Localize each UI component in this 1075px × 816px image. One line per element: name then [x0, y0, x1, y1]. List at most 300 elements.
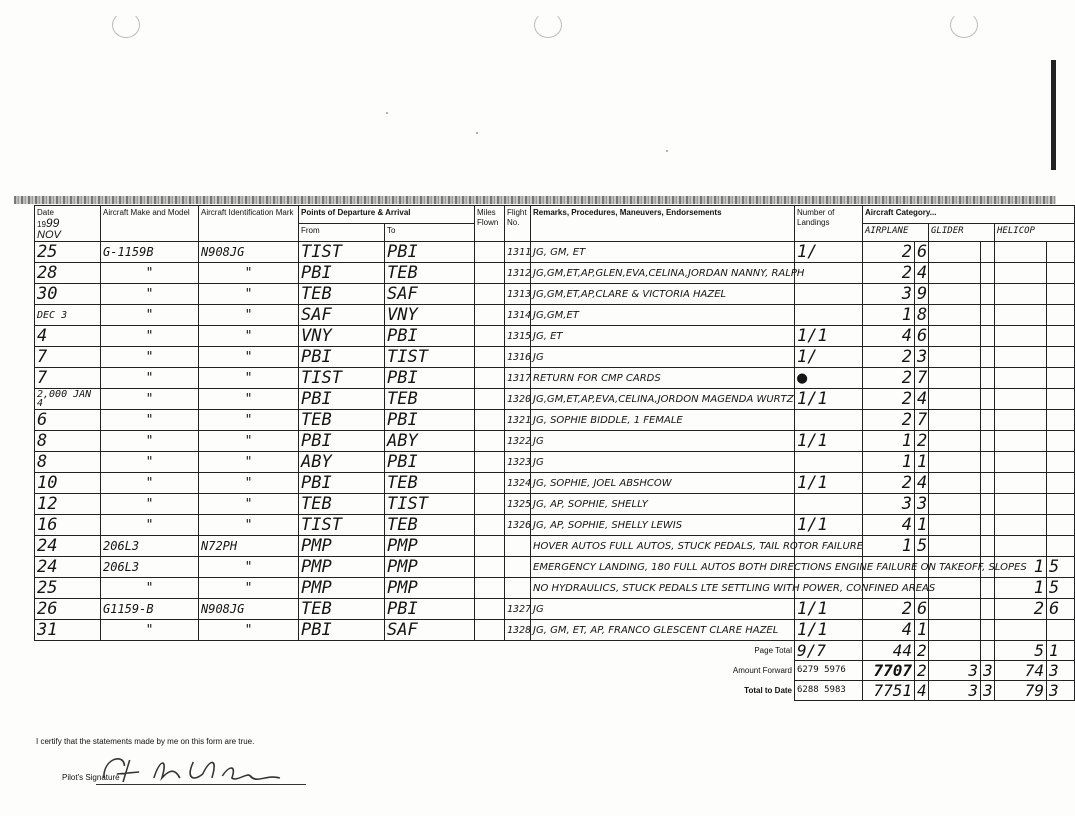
ident-cell: ": [199, 494, 299, 515]
from-cell: SAF: [299, 305, 385, 326]
glider-tenths-cell: [981, 326, 995, 347]
helicopter-hours-cell: [995, 452, 1047, 473]
from-cell: PMP: [299, 578, 385, 599]
log-row: [35, 326, 1075, 347]
ident-cell: ": [199, 347, 299, 368]
airplane-tenths-cell: 4: [915, 473, 929, 494]
from-cell: TIST: [299, 368, 385, 389]
miles-cell: [475, 389, 505, 410]
landings-header: Number of Landings: [795, 206, 863, 242]
from-cell: PBI: [299, 620, 385, 641]
miles-cell: [475, 431, 505, 452]
date-cell: 31: [35, 620, 101, 641]
from-cell: VNY: [299, 326, 385, 347]
from-cell: TEB: [299, 494, 385, 515]
glider-tenths-cell: [981, 284, 995, 305]
remarks-cell: JG, GM, ET, AP, FRANCO GLESCENT CLARE HAZEL: [531, 620, 795, 641]
landings-cell: 1/1: [795, 431, 863, 452]
from-cell: TIST: [299, 515, 385, 536]
airplane-hours-cell: 4: [863, 326, 915, 347]
log-row: [35, 389, 1075, 410]
date-cell: 4: [35, 326, 101, 347]
ident-cell: N908JG: [199, 242, 299, 263]
forward-hours: 7707: [863, 661, 915, 681]
to-date-heli-tenths: 3: [1047, 681, 1075, 701]
date-cell: 28: [35, 263, 101, 284]
total-to-date-label: Total to Date: [744, 686, 793, 695]
log-row: [35, 473, 1075, 494]
category-header: Aircraft Category...: [863, 206, 1075, 224]
miles-cell: [475, 368, 505, 389]
helicopter-hours-cell: [995, 368, 1047, 389]
helicopter-hours-cell: [995, 431, 1047, 452]
ident-cell: ": [199, 431, 299, 452]
remarks-cell: HOVER AUTOS FULL AUTOS, STUCK PEDALS, TAIL ROTOR FAILURE: [531, 536, 795, 557]
from-cell: PMP: [299, 536, 385, 557]
to-date-tenths: 4: [915, 681, 929, 701]
ident-cell: ": [199, 620, 299, 641]
glider-tenths-cell: [981, 452, 995, 473]
pilot-signature: [92, 748, 301, 788]
to-date-glider: 3: [929, 681, 981, 701]
ident-cell: N908JG: [199, 599, 299, 620]
page-edge-mark: [1051, 60, 1056, 170]
to-cell: PBI: [385, 410, 475, 431]
helicopter-tenths-cell: [1047, 326, 1075, 347]
miles-cell: [475, 620, 505, 641]
miles-cell: [475, 284, 505, 305]
remarks-cell: JG, SOPHIE, JOEL ABSHCOW: [531, 473, 795, 494]
date-cell: 26: [35, 599, 101, 620]
model-cell: ": [101, 620, 199, 641]
from-cell: TEB: [299, 599, 385, 620]
remarks-cell: EMERGENCY LANDING, 180 FULL AUTOS BOTH DIRECTIONS ENGINE FAILURE ON TAKEOFF, SLOPES: [531, 557, 795, 578]
month-value: NOV: [37, 229, 61, 241]
landings-cell: [795, 284, 863, 305]
helicopter-tenths-cell: [1047, 431, 1075, 452]
forward-heli-tenths: 3: [1047, 661, 1075, 681]
remarks-cell: JG,GM,ET: [531, 305, 795, 326]
model-cell: ": [101, 410, 199, 431]
forward-landings: 6279 5976: [795, 661, 863, 681]
airplane-tenths-cell: 2: [915, 431, 929, 452]
airplane-hours-cell: 4: [863, 515, 915, 536]
miles-header: Miles Flown: [475, 206, 505, 242]
remarks-cell: JG, SOPHIE BIDDLE, 1 FEMALE: [531, 410, 795, 431]
from-cell: TEB: [299, 284, 385, 305]
flight-no-cell: 1322: [505, 431, 531, 452]
speck: [666, 150, 668, 152]
flight-no-cell: 1327: [505, 599, 531, 620]
landings-cell: [795, 452, 863, 473]
log-row: [35, 578, 1075, 599]
model-cell: ": [101, 431, 199, 452]
from-header: From: [299, 224, 385, 242]
model-cell: ": [101, 494, 199, 515]
model-cell: G-1159B: [101, 242, 199, 263]
points-header: Points of Departure & Arrival: [299, 206, 475, 224]
ident-cell: ": [199, 515, 299, 536]
airplane-hours-cell: 2: [863, 389, 915, 410]
helicopter-hours-cell: [995, 410, 1047, 431]
airplane-tenths-cell: 6: [915, 326, 929, 347]
punch-hole-right: [950, 12, 978, 38]
glider-hours-cell: [929, 389, 981, 410]
remarks-cell: JG, ET: [531, 326, 795, 347]
from-cell: PMP: [299, 557, 385, 578]
scanned-torn-strip: [14, 196, 1056, 204]
glider-hours-cell: [929, 263, 981, 284]
airplane-tenths-cell: 6: [915, 599, 929, 620]
glider-tenths-cell: [981, 242, 995, 263]
to-cell: TEB: [385, 389, 475, 410]
helicopter-hours-cell: [995, 515, 1047, 536]
helicopter-hours-cell: [995, 536, 1047, 557]
helicopter-hours-cell: [995, 263, 1047, 284]
ident-cell: ": [199, 305, 299, 326]
from-cell: ABY: [299, 452, 385, 473]
glider-tenths-cell: [981, 389, 995, 410]
airplane-tenths-cell: 6: [915, 242, 929, 263]
landings-cell: [795, 305, 863, 326]
glider-tenths-cell: [981, 515, 995, 536]
page-total-hours: 44: [863, 641, 915, 661]
miles-cell: [475, 347, 505, 368]
date-cell: 12: [35, 494, 101, 515]
ident-cell: ": [199, 263, 299, 284]
helicopter-hours-cell: [995, 326, 1047, 347]
to-cell: TEB: [385, 263, 475, 284]
glider-tenths-cell: [981, 599, 995, 620]
helicopter-tenths-cell: [1047, 515, 1075, 536]
header-row-1: [35, 206, 1075, 224]
amount-forward-row: [35, 661, 1075, 681]
glider-tenths-cell: [981, 620, 995, 641]
miles-cell: [475, 494, 505, 515]
date-cell: 6: [35, 410, 101, 431]
page-total-glider-tenths: [981, 641, 995, 661]
glider-tenths-cell: [981, 410, 995, 431]
log-row: [35, 452, 1075, 473]
remarks-cell: JG: [531, 452, 795, 473]
airplane-tenths-cell: 5: [915, 536, 929, 557]
log-body: [35, 242, 1075, 641]
to-cell: PMP: [385, 557, 475, 578]
helicopter-hours-cell: [995, 620, 1047, 641]
helicopter-tenths-cell: 5: [1047, 578, 1075, 599]
glider-hours-cell: [929, 431, 981, 452]
miles-cell: [475, 242, 505, 263]
remarks-cell: RETURN FOR CMP CARDS: [531, 368, 795, 389]
flight-no-cell: [505, 578, 531, 599]
airplane-tenths-cell: 4: [915, 389, 929, 410]
from-cell: PBI: [299, 389, 385, 410]
date-cell: 24: [35, 536, 101, 557]
remarks-cell: JG,GM,ET,AP,GLEN,EVA,CELINA,JORDAN NANNY, RALPH: [531, 263, 795, 284]
helicopter-tenths-cell: 5: [1047, 557, 1075, 578]
to-date-glider-tenths: 3: [981, 681, 995, 701]
model-cell: 206L3: [101, 536, 199, 557]
date-cell: DEC 3: [35, 305, 101, 326]
airplane-hours-cell: 2: [863, 599, 915, 620]
to-cell: TIST: [385, 494, 475, 515]
page-total-glider: [929, 641, 981, 661]
to-cell: PBI: [385, 599, 475, 620]
helicopter-hours-cell: 2: [995, 599, 1047, 620]
forward-glider: 3: [929, 661, 981, 681]
date-cell: 25: [35, 242, 101, 263]
glider-tenths-cell: [981, 347, 995, 368]
page-total-label: Page Total: [531, 641, 795, 661]
from-cell: TEB: [299, 410, 385, 431]
helicopter-hours-cell: [995, 284, 1047, 305]
model-cell: ": [101, 452, 199, 473]
airplane-tenths-cell: 3: [915, 347, 929, 368]
punch-hole-left: [112, 12, 140, 38]
airplane-tenths-cell: 3: [915, 494, 929, 515]
from-cell: PBI: [299, 431, 385, 452]
ident-cell: ": [199, 410, 299, 431]
from-cell: TIST: [299, 242, 385, 263]
date-cell: 7: [35, 347, 101, 368]
log-row: [35, 431, 1075, 452]
log-row: [35, 284, 1075, 305]
helicopter-hours-cell: [995, 305, 1047, 326]
airplane-hours-cell: 2: [863, 473, 915, 494]
model-cell: ": [101, 347, 199, 368]
flight-no-cell: 1324: [505, 473, 531, 494]
remarks-cell: NO HYDRAULICS, STUCK PEDALS LTE SETTLING WITH POWER, CONFINED AREAS: [531, 578, 795, 599]
helicopter-tenths-cell: [1047, 620, 1075, 641]
airplane-tenths-cell: 9: [915, 284, 929, 305]
miles-cell: [475, 410, 505, 431]
airplane-header: AIRPLANE: [863, 224, 929, 242]
model-cell: ": [101, 368, 199, 389]
helicopter-tenths-cell: [1047, 410, 1075, 431]
model-cell: ": [101, 284, 199, 305]
airplane-hours-cell: 1: [863, 452, 915, 473]
glider-hours-cell: [929, 242, 981, 263]
flight-no-header: Flight No.: [505, 206, 531, 242]
glider-hours-cell: [929, 326, 981, 347]
glider-hours-cell: [929, 347, 981, 368]
airplane-tenths-cell: 1: [915, 620, 929, 641]
log-row: [35, 494, 1075, 515]
airplane-tenths-cell: 1: [915, 515, 929, 536]
ident-cell: ": [199, 578, 299, 599]
date-cell: 8: [35, 431, 101, 452]
helicopter-tenths-cell: [1047, 284, 1075, 305]
miles-cell: [475, 515, 505, 536]
helicopter-hours-cell: 1: [995, 557, 1047, 578]
glider-hours-cell: [929, 620, 981, 641]
log-row: [35, 305, 1075, 326]
model-cell: ": [101, 305, 199, 326]
glider-tenths-cell: [981, 473, 995, 494]
helicopter-hours-cell: [995, 473, 1047, 494]
log-row: [35, 536, 1075, 557]
remarks-cell: JG, AP, SOPHIE, SHELLY: [531, 494, 795, 515]
landings-cell: 1/1: [795, 515, 863, 536]
landings-cell: [795, 410, 863, 431]
airplane-hours-cell: 2: [863, 347, 915, 368]
pilot-signature-label: Pilot's Signature: [62, 773, 120, 782]
to-date-heli: 79: [995, 681, 1047, 701]
glider-hours-cell: [929, 452, 981, 473]
log-row: [35, 347, 1075, 368]
glider-tenths-cell: [981, 368, 995, 389]
from-cell: PBI: [299, 347, 385, 368]
ident-cell: ": [199, 473, 299, 494]
helicopter-tenths-cell: [1047, 347, 1075, 368]
log-row: [35, 515, 1075, 536]
landings-cell: 1/: [795, 242, 863, 263]
to-cell: PBI: [385, 242, 475, 263]
flight-no-cell: 1314: [505, 305, 531, 326]
model-cell: ": [101, 578, 199, 599]
total-to-date-row: [35, 681, 1075, 701]
flight-no-cell: 1328: [505, 620, 531, 641]
flight-no-cell: 1316: [505, 347, 531, 368]
glider-hours-cell: [929, 284, 981, 305]
to-cell: ABY: [385, 431, 475, 452]
glider-tenths-cell: [981, 578, 995, 599]
date-cell: 24: [35, 557, 101, 578]
from-cell: PBI: [299, 263, 385, 284]
ident-cell: ": [199, 284, 299, 305]
helicopter-tenths-cell: [1047, 473, 1075, 494]
glider-hours-cell: [929, 473, 981, 494]
flight-no-cell: 1323: [505, 452, 531, 473]
glider-tenths-cell: [981, 431, 995, 452]
page-total-tenths: 2: [915, 641, 929, 661]
airplane-hours-cell: 2: [863, 368, 915, 389]
miles-cell: [475, 326, 505, 347]
to-cell: PMP: [385, 578, 475, 599]
ident-cell: ": [199, 389, 299, 410]
page-total-heli-tenths: 1: [1047, 641, 1075, 661]
flight-no-cell: 1311: [505, 242, 531, 263]
helicopter-tenths-cell: 6: [1047, 599, 1075, 620]
flight-no-cell: 1315: [505, 326, 531, 347]
landings-cell: [795, 494, 863, 515]
airplane-tenths-cell: 1: [915, 452, 929, 473]
helicopter-hours-cell: [995, 389, 1047, 410]
year-value: 99: [45, 216, 60, 230]
date-cell: 2,000 JAN 4: [35, 389, 101, 410]
forward-glider-tenths: 3: [981, 661, 995, 681]
log-row: [35, 620, 1075, 641]
log-row: [35, 410, 1075, 431]
helicopter-hours-cell: [995, 494, 1047, 515]
airplane-tenths-cell: 7: [915, 368, 929, 389]
remarks-cell: JG: [531, 599, 795, 620]
flight-log-table: [34, 205, 1075, 701]
flight-no-cell: 1313: [505, 284, 531, 305]
page-total-landings: 9/7: [795, 641, 863, 661]
miles-cell: [475, 305, 505, 326]
helicopter-tenths-cell: [1047, 494, 1075, 515]
flight-no-cell: 1317: [505, 368, 531, 389]
to-cell: SAF: [385, 620, 475, 641]
helicopter-tenths-cell: [1047, 263, 1075, 284]
glider-tenths-cell: [981, 494, 995, 515]
glider-hours-cell: [929, 305, 981, 326]
remarks-cell: JG: [531, 347, 795, 368]
miles-cell: [475, 263, 505, 284]
flight-no-cell: 1312: [505, 263, 531, 284]
airplane-hours-cell: 2: [863, 242, 915, 263]
miles-cell: [475, 578, 505, 599]
airplane-hours-cell: 4: [863, 620, 915, 641]
glider-hours-cell: [929, 410, 981, 431]
from-cell: PBI: [299, 473, 385, 494]
airplane-hours-cell: 3: [863, 494, 915, 515]
to-cell: PMP: [385, 536, 475, 557]
ident-cell: N72PH: [199, 536, 299, 557]
date-cell: 30: [35, 284, 101, 305]
miles-cell: [475, 473, 505, 494]
log-row: [35, 242, 1075, 263]
model-cell: ": [101, 515, 199, 536]
flight-no-cell: [505, 536, 531, 557]
airplane-hours-cell: 1: [863, 536, 915, 557]
remarks-cell: JG,GM,ET,AP,CLARE & VICTORIA HAZEL: [531, 284, 795, 305]
ident-cell: ": [199, 326, 299, 347]
glider-tenths-cell: [981, 305, 995, 326]
flight-no-cell: 1320: [505, 389, 531, 410]
airplane-tenths-cell: 7: [915, 410, 929, 431]
ident-cell: ": [199, 452, 299, 473]
date-cell: 7: [35, 368, 101, 389]
airplane-hours-cell: 1: [863, 305, 915, 326]
glider-hours-cell: [929, 368, 981, 389]
helicopter-hours-cell: 1: [995, 578, 1047, 599]
amount-forward-label: Amount Forward: [732, 666, 793, 675]
forward-tenths: 2: [915, 661, 929, 681]
miles-cell: [475, 452, 505, 473]
model-cell: ": [101, 326, 199, 347]
glider-header: GLIDER: [929, 224, 995, 242]
model-cell: G1159-B: [101, 599, 199, 620]
to-cell: TIST: [385, 347, 475, 368]
date-cell: 10: [35, 473, 101, 494]
helicopter-tenths-cell: [1047, 536, 1075, 557]
helicopter-tenths-cell: [1047, 389, 1075, 410]
miles-cell: [475, 557, 505, 578]
to-cell: PBI: [385, 326, 475, 347]
remarks-cell: JG,GM,ET,AP,EVA,CELINA,JORDON MAGENDA WURTZ: [531, 389, 795, 410]
landings-cell: 1/1: [795, 599, 863, 620]
glider-tenths-cell: [981, 263, 995, 284]
landings-cell: 1/1: [795, 326, 863, 347]
log-row: [35, 557, 1075, 578]
log-row: [35, 263, 1075, 284]
airplane-hours-cell: 2: [863, 263, 915, 284]
date-cell: 25: [35, 578, 101, 599]
to-date-landings: 6288 5983: [795, 681, 863, 701]
to-cell: PBI: [385, 368, 475, 389]
date-header: Date 1999 NOV: [35, 206, 101, 242]
helicopter-hours-cell: [995, 347, 1047, 368]
ident-mark-header: Aircraft Identification Mark: [199, 206, 299, 242]
model-cell: ": [101, 263, 199, 284]
airplane-hours-cell: 3: [863, 284, 915, 305]
certify-statement: I certify that the statements made by me on this form are true.: [36, 737, 255, 746]
helicopter-tenths-cell: [1047, 368, 1075, 389]
landings-cell: [795, 263, 863, 284]
landings-cell: 1/1: [795, 389, 863, 410]
